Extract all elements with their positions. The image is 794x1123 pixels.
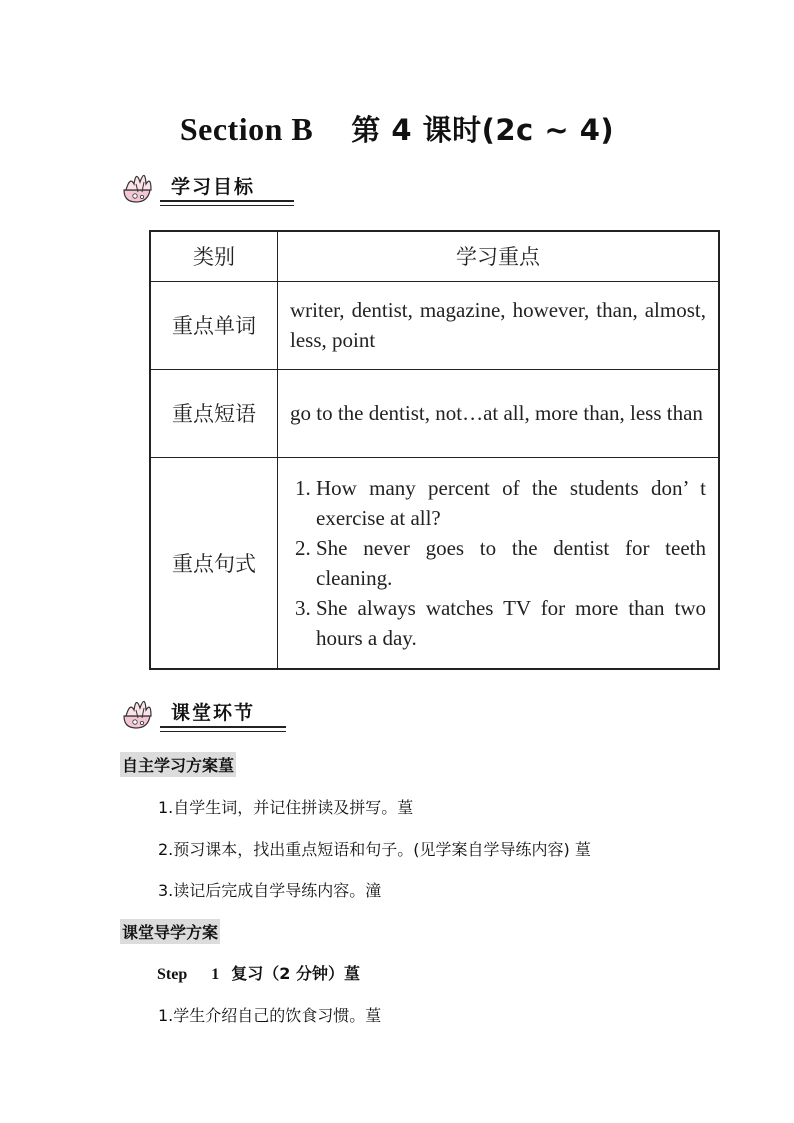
section-heading-goals xyxy=(118,168,294,208)
table-row xyxy=(150,457,719,669)
list-item: 2.预习课本，找出重点短语和句子。(见学案自学导练内容) 葟 xyxy=(158,840,591,859)
row-content: go to the dentist, not…at all, more than, less than xyxy=(278,369,720,457)
section-label: 学习目标 xyxy=(171,176,256,198)
self-study-label: 自主学习方案葟 xyxy=(120,752,236,777)
table-row xyxy=(150,281,719,369)
class-guide-label: 课堂导学方案 xyxy=(120,919,220,944)
section-label: 课堂环节 xyxy=(171,702,256,724)
header-focus: 学习重点 xyxy=(278,231,720,281)
list-item: 1. How many percent of the students don’ t exercise at all? xyxy=(316,473,706,533)
list-item: 2. She never goes to the dentist for teeth cleaning. xyxy=(316,533,706,593)
row-content: writer, dentist, magazine, however, than, almost, less, point xyxy=(278,281,720,369)
sentence-list xyxy=(290,473,706,653)
step-word: Step xyxy=(157,966,188,983)
row-category: 重点句式 xyxy=(150,457,278,669)
title-english: Section B xyxy=(179,111,314,147)
list-item: 1.自学生词，并记住拼读及拼写。葟 xyxy=(158,798,414,817)
learning-goals-table xyxy=(149,230,720,670)
table-row xyxy=(150,369,719,457)
step-heading xyxy=(157,961,360,984)
list-item: 1.学生介绍自己的饮食习惯。葟 xyxy=(158,1006,382,1025)
row-category: 重点单词 xyxy=(150,281,278,369)
table-header-row xyxy=(150,231,719,281)
section-heading-class xyxy=(118,694,288,734)
flower-basket-icon xyxy=(118,688,162,732)
row-content xyxy=(278,457,720,669)
row-category: 重点短语 xyxy=(150,369,278,457)
header-category: 类别 xyxy=(150,231,278,281)
step-text: 复习（2 分钟）葟 xyxy=(231,964,360,983)
list-item: 3. She always watches TV for more than two hours a day. xyxy=(316,593,706,653)
flower-basket-icon xyxy=(118,162,162,206)
list-item: 3.读记后完成自学导练内容。潼 xyxy=(158,881,382,900)
title-chinese: 第 4 课时(2c ~ 4) xyxy=(351,113,615,147)
step-number: 1 xyxy=(211,966,220,983)
page-title xyxy=(0,108,794,149)
